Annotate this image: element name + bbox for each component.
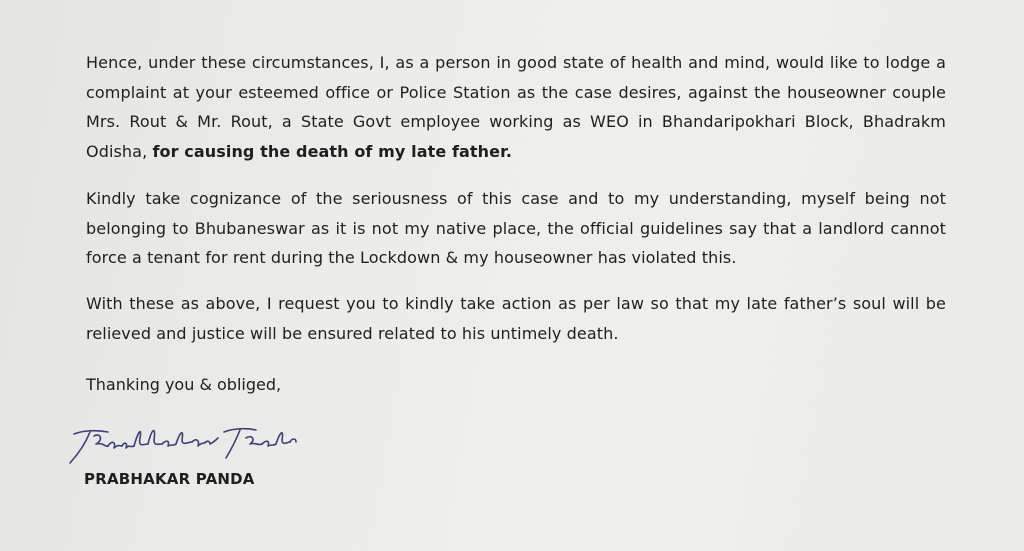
paragraph-cognizance: Kindly take cognizance of the seriousness of this case and to my understanding, myself being not belonging to Bhubaneswar as it is not my native place, the official guidelines say that a landlord cannot force a tenant for rent during the Lockdown & my houseowner has violated this. (86, 189, 946, 267)
paragraph-complaint-text: Hence, under these circumstances, I, as a person in good state of health and mind, would like to lodge a complaint at your esteemed office or Police Station as the case desires, against the houseowner couple Mrs. Rout & Mr. Rout, a State Govt employee working as WEO in Bhandaripokhari Block, Bhadrakm Odisha, (86, 53, 946, 161)
signer-name: PRABHAKAR PANDA (84, 470, 255, 488)
closing-line: Thanking you & obliged, (86, 375, 282, 394)
handwritten-signature (64, 418, 300, 468)
paragraph-complaint (86, 48, 946, 166)
paragraph-complaint-bold-text: for causing the death of my late father. (152, 141, 513, 161)
paragraph-request: With these as above, I request you to kindly take action as per law so that my late father’s soul will be relieved and justice will be ensured related to his untimely death. (86, 294, 946, 343)
